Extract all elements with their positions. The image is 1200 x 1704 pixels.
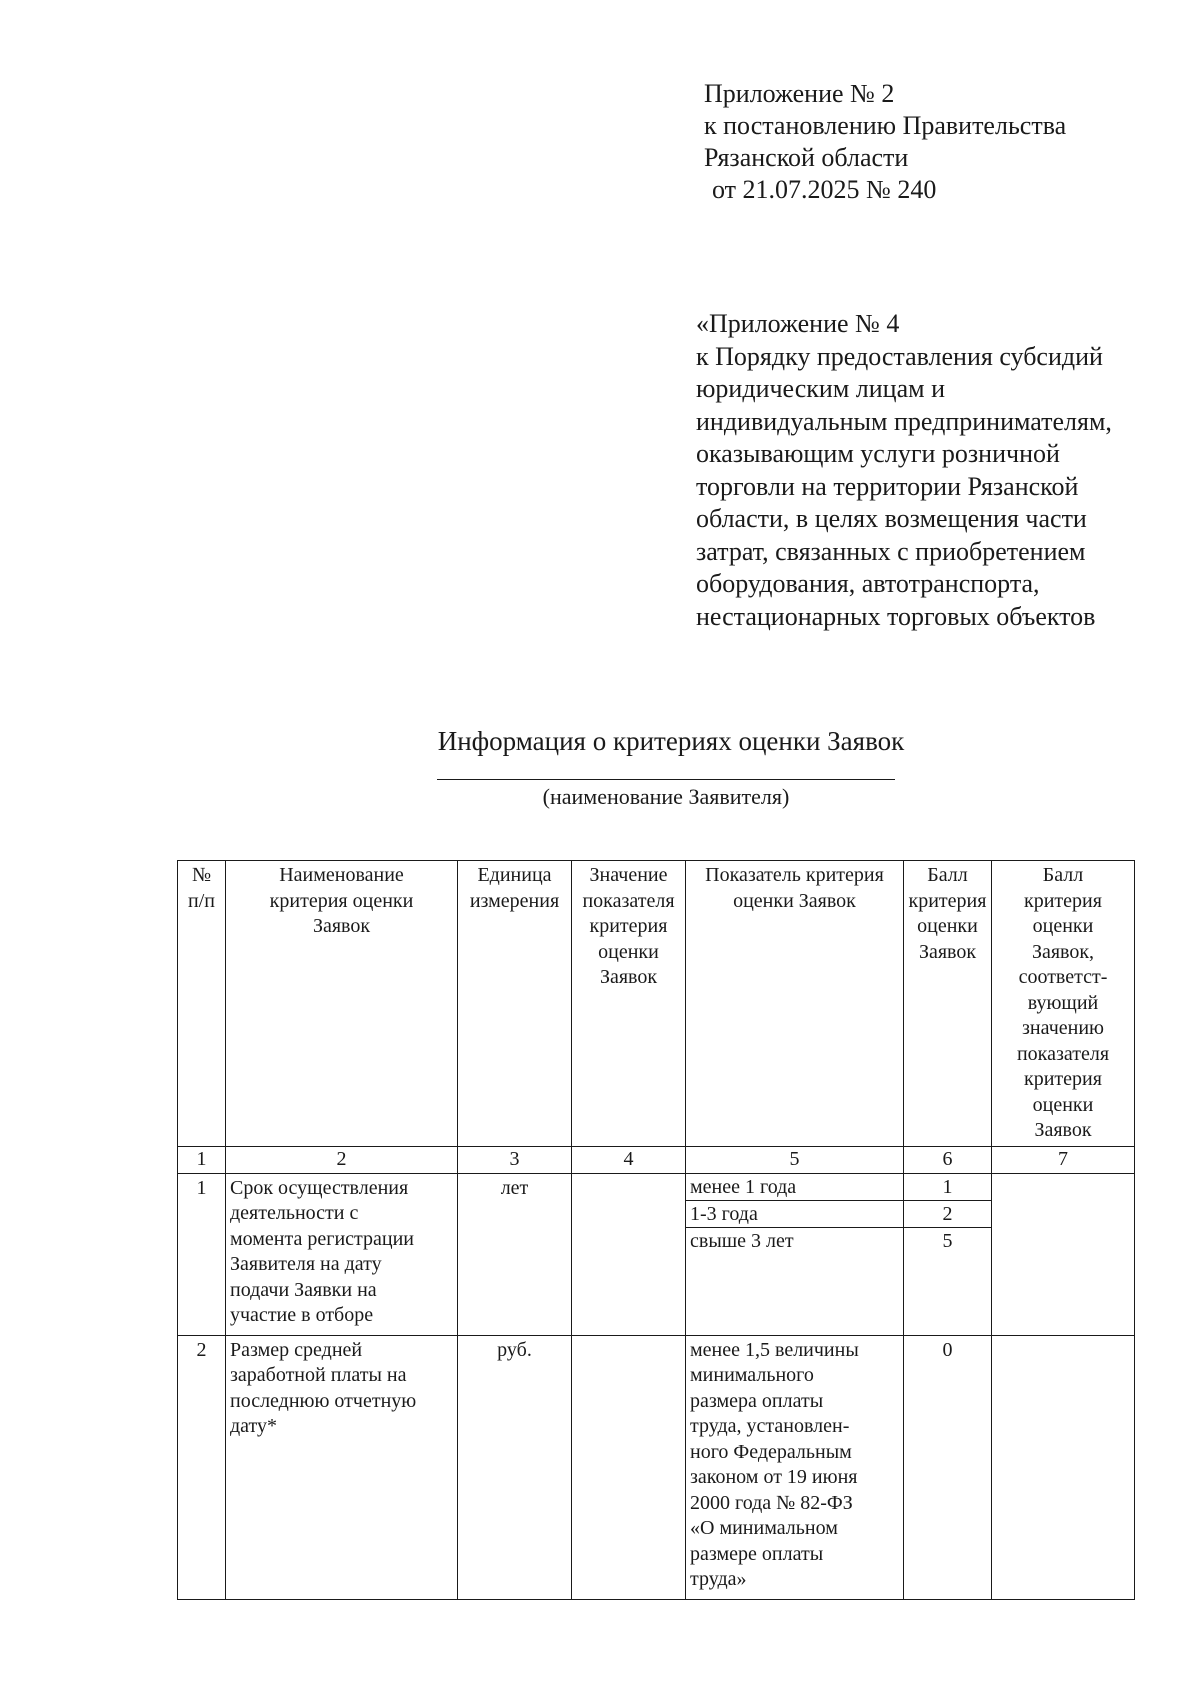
- unit-cell: лет: [458, 1173, 572, 1335]
- header-cell-unit: Единица измерения: [458, 861, 572, 1147]
- unit-cell: руб.: [458, 1335, 572, 1599]
- order-line: оказывающим услуги розничной: [696, 439, 1060, 468]
- column-number: 4: [572, 1146, 686, 1173]
- applicant-name-caption: (наименование Заявителя): [542, 784, 790, 809]
- document-title: Информация о критериях оценки Заявок: [437, 726, 905, 756]
- order-line: «Приложение № 4: [696, 309, 900, 338]
- column-number: 1: [178, 1146, 226, 1173]
- score-cell: [904, 1173, 992, 1335]
- score-value: 5: [942, 1229, 953, 1252]
- order-line: к Порядку предоставления субсидий: [696, 341, 1103, 371]
- header-cell-number: № п/п: [178, 861, 226, 1147]
- column-number-row: [178, 1146, 1135, 1173]
- table-row: [178, 1173, 1135, 1335]
- order-line: юридическим лицам и: [696, 374, 945, 403]
- attachment-date: от 21.07.2025 № 240: [712, 175, 937, 204]
- indicator-cell: [686, 1173, 904, 1335]
- matching-score-cell: [992, 1173, 1135, 1335]
- criteria-table: [177, 860, 1135, 1600]
- column-number: 6: [904, 1146, 992, 1173]
- value-cell: [572, 1335, 686, 1599]
- header-cell-score: Балл критерия оценки Заявок: [904, 861, 992, 1147]
- indicator-option: 1-3 года: [686, 1201, 903, 1228]
- criterion-name: Срок осуществления деятельности с момента регистрации Заявителя на дату подачи Заявки на участие в отборе: [226, 1173, 458, 1335]
- header-cell-value: Значение показателя критерия оценки Заявок: [572, 861, 686, 1147]
- attachment-header: [704, 78, 1066, 206]
- attachment-region: Рязанской области: [704, 143, 909, 172]
- matching-score-cell: [992, 1335, 1135, 1599]
- score-value: 2: [904, 1201, 991, 1228]
- header-cell-indicator: Показатель критерия оценки Заявок: [686, 861, 904, 1147]
- header-cell-matching-score: Балл критерия оценки Заявок, соответст- вующий значению показателя критерия оценки Заявок: [992, 861, 1135, 1147]
- order-line: торговли на территории Рязанской: [696, 471, 1079, 501]
- table-header-row: [178, 861, 1135, 1147]
- criterion-name: Размер средней заработной платы на последнюю отчетную дату*: [226, 1335, 458, 1599]
- attachment-ref: к постановлению Правительства: [704, 111, 1067, 140]
- indicator-option: свыше 3 лет: [690, 1229, 794, 1252]
- applicant-name-line: [437, 779, 895, 780]
- value-cell: [572, 1173, 686, 1335]
- column-number: 7: [992, 1146, 1135, 1173]
- column-number: 2: [226, 1146, 458, 1173]
- order-line: оборудования, автотранспорта,: [696, 569, 1040, 598]
- row-number: 1: [178, 1173, 226, 1335]
- indicator-cell: менее 1,5 величины минимального размера оплаты труда, установлен- ного Федеральным законом от 19 июня 2000 года № 82-ФЗ «О минимальном размере оплаты труда»: [686, 1335, 904, 1599]
- column-number: 3: [458, 1146, 572, 1173]
- score-value: 1: [904, 1174, 991, 1201]
- score-cell: 0: [904, 1335, 992, 1599]
- row-number: 2: [178, 1335, 226, 1599]
- indicator-option: менее 1 года: [686, 1174, 903, 1201]
- order-line: нестационарных торговых объектов: [696, 601, 1096, 631]
- attachment-title: Приложение № 2: [704, 79, 895, 108]
- order-line: затрат, связанных с приобретением: [696, 536, 1086, 566]
- order-line: индивидуальным предпринимателям,: [696, 406, 1112, 436]
- order-line: области, в целях возмещения части: [696, 504, 1087, 533]
- header-cell-criterion-name: Наименование критерия оценки Заявок: [226, 861, 458, 1147]
- table-row: [178, 1335, 1135, 1599]
- order-header: [696, 308, 1112, 633]
- column-number: 5: [686, 1146, 904, 1173]
